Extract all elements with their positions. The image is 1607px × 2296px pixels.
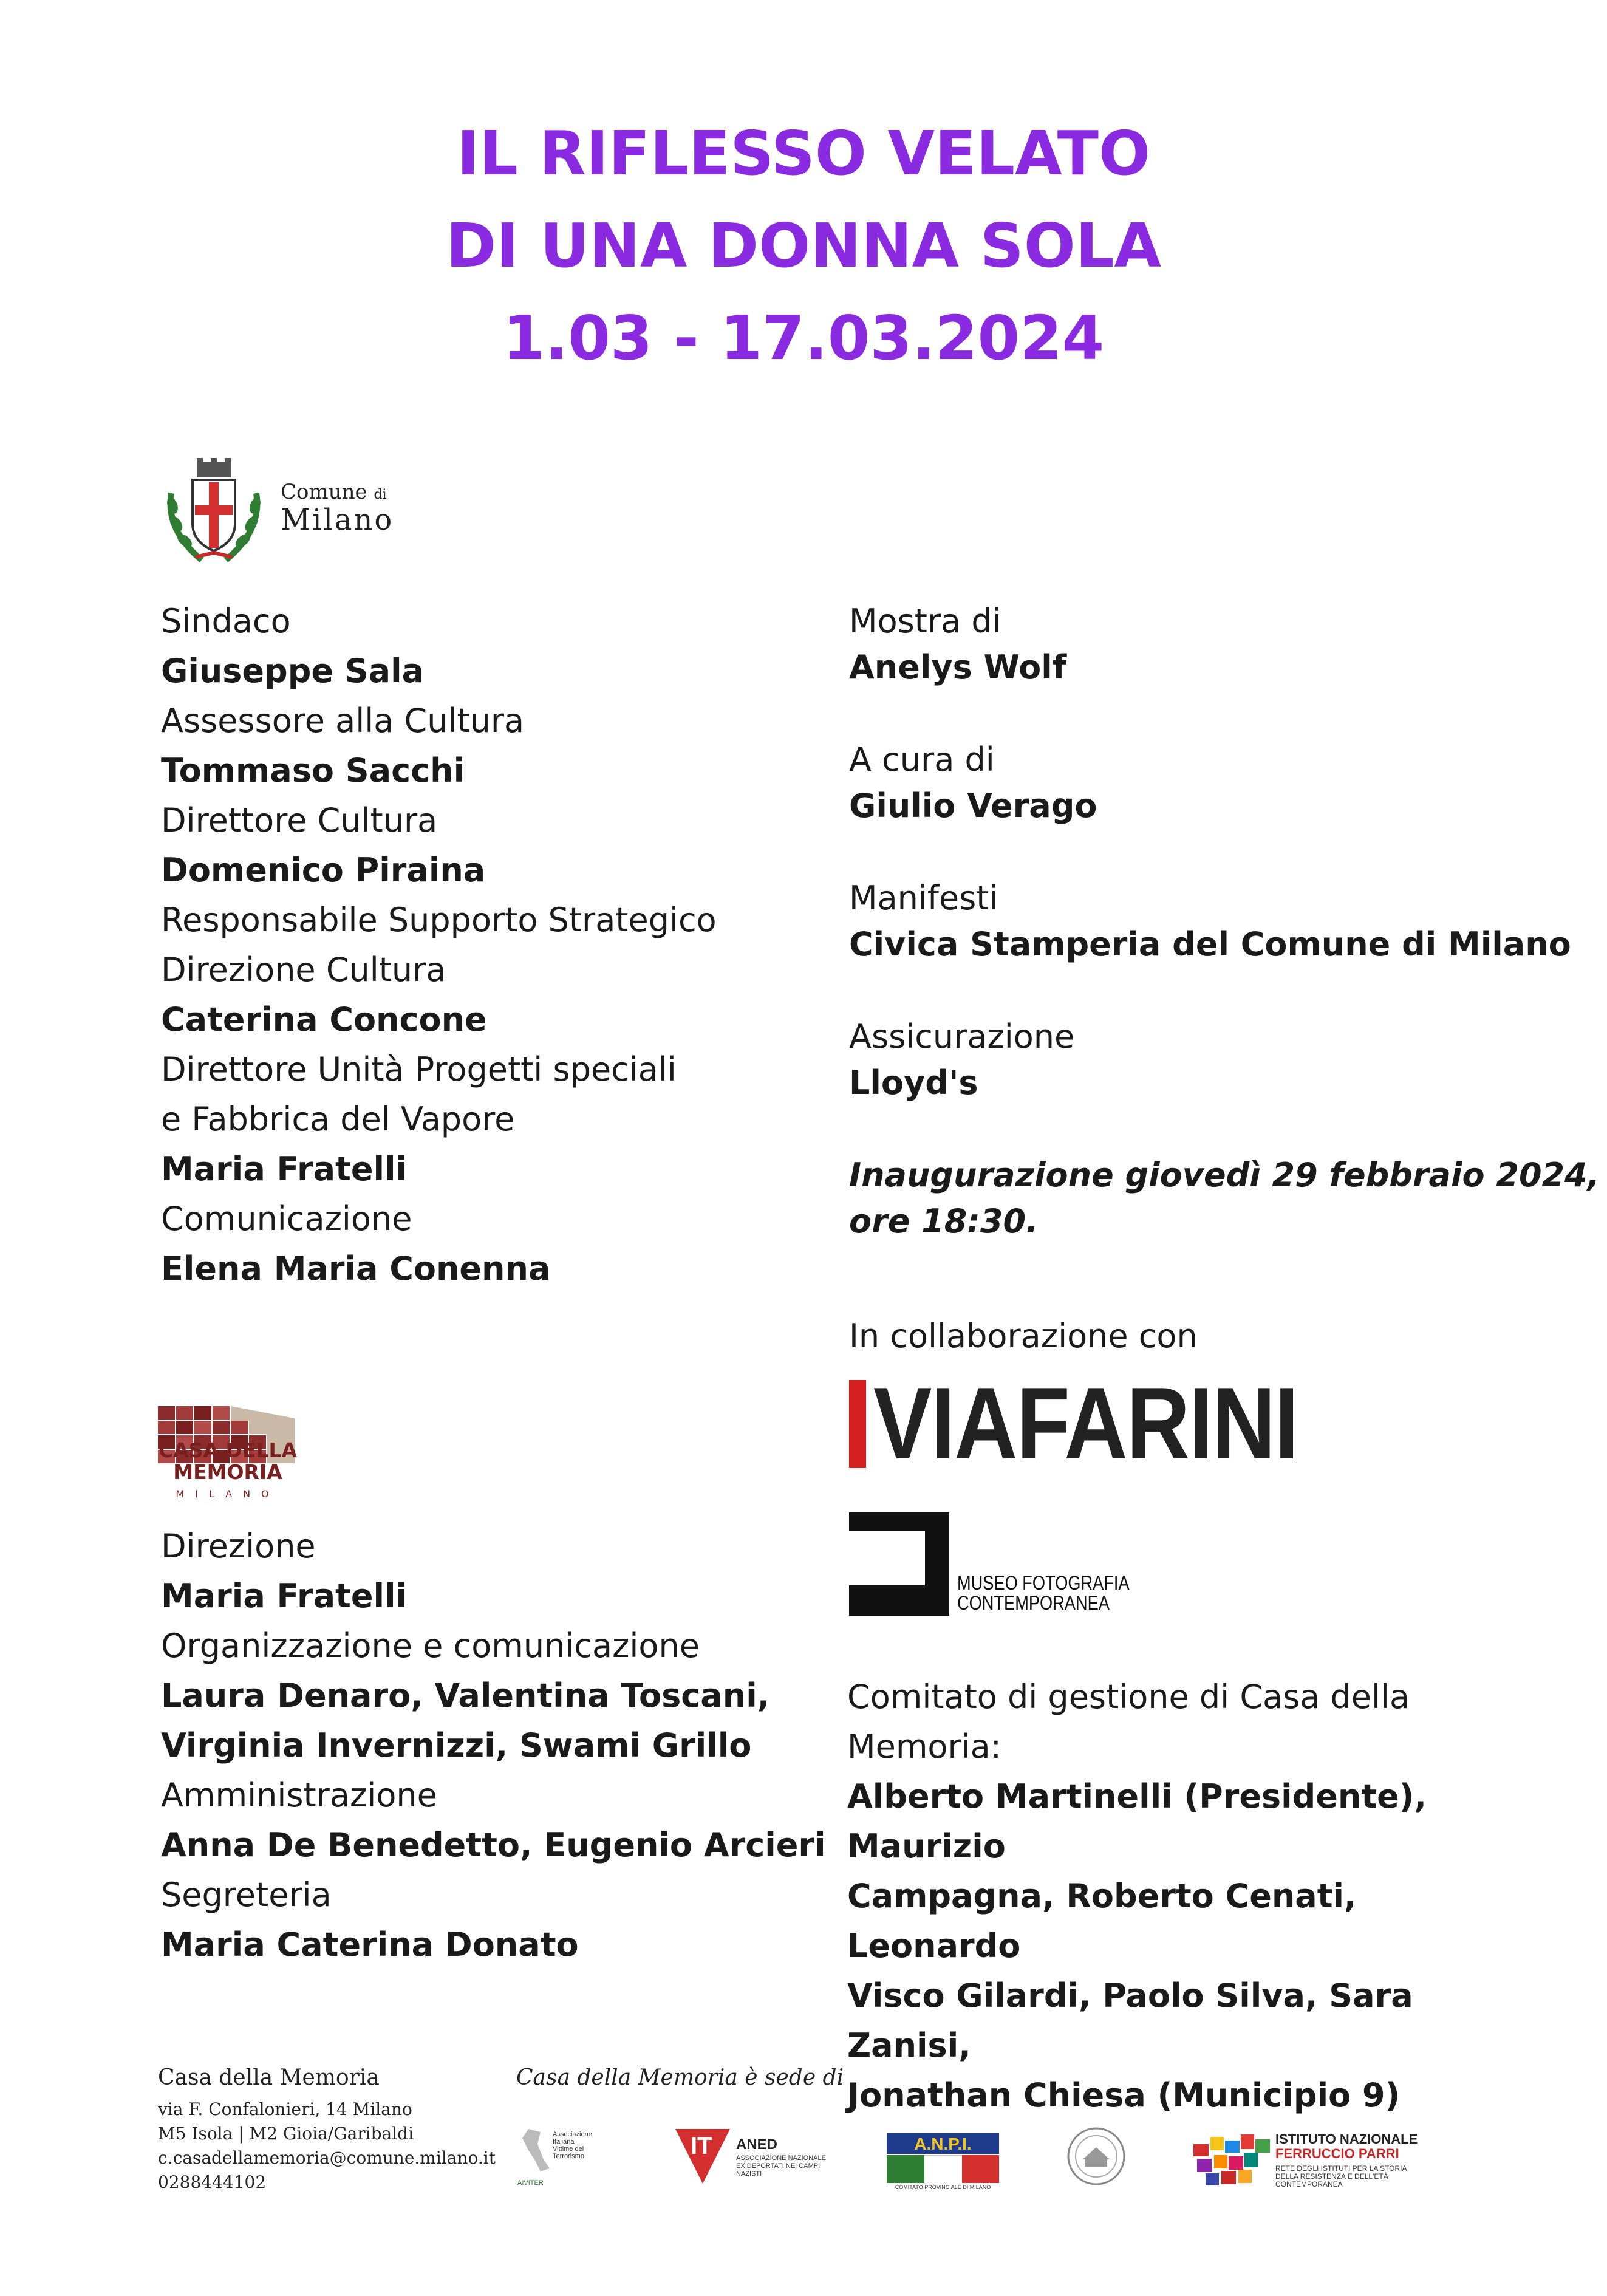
aivter-logo: Associazione Italiana Vittime del Terrorismo AIVITER bbox=[516, 2126, 607, 2193]
credit-line: Virginia Invernizzi, Swami Grillo bbox=[161, 1726, 752, 1765]
credit-line: e Fabbrica del Vapore bbox=[161, 1100, 515, 1138]
exhibition-credits bbox=[849, 598, 1600, 1245]
credit-line: Sindaco bbox=[161, 602, 291, 640]
parri-mosaic-icon bbox=[1193, 2132, 1272, 2190]
viafarini-bar-icon bbox=[849, 1380, 866, 1468]
comitato-label: Memoria: bbox=[847, 1727, 1001, 1766]
exhibition-title-line-1: IL RIFLESSO VELATO bbox=[457, 118, 1150, 189]
insurance-value: Lloyd's bbox=[849, 1064, 978, 1102]
footer-sede-label: Casa della Memoria è sede di bbox=[516, 2065, 844, 2090]
credit-line: Direttore Cultura bbox=[161, 801, 438, 839]
credit-line: Direzione Cultura bbox=[161, 951, 446, 989]
opening-line-2: ore 18:30. bbox=[849, 1202, 1039, 1240]
credit-line: Assessore alla Cultura bbox=[161, 702, 525, 740]
credit-line: Segreteria bbox=[161, 1876, 332, 1914]
posters-label: Manifesti bbox=[849, 879, 998, 917]
credit-line: Laura Denaro, Valentina Toscani, bbox=[161, 1676, 770, 1715]
comitato-section bbox=[847, 1672, 1485, 2120]
footer-phone: 0288444102 bbox=[158, 2172, 267, 2192]
credit-line: Direttore Unità Progetti speciali bbox=[161, 1050, 677, 1088]
casa-memoria-credits bbox=[161, 1522, 829, 1970]
credit-line: Organizzazione e comunicazione bbox=[161, 1627, 700, 1665]
credit-line: Responsabile Supporto Strategico bbox=[161, 901, 717, 939]
footer-email[interactable]: c.casadellamemoria@comune.milano.it bbox=[158, 2148, 496, 2168]
mufoco-logo-icon bbox=[849, 1512, 952, 1616]
aned-logo: IT ANED ASSOCIAZIONE NAZIONALE EX DEPORTATI NEI CAMPI NAZISTI bbox=[675, 2129, 827, 2190]
istituto-parri-logo: ISTITUTO NAZIONALE FERRUCCIO PARRI RETE DEGLI ISTITUTI PER LA STORIA DELLA RESISTENZA E DELL'ETÀ CONTEMPORANEA bbox=[1193, 2132, 1424, 2193]
credit-line: Elena Maria Conenna bbox=[161, 1249, 551, 1288]
viafarini-logo: VIAFARINI bbox=[873, 1366, 1298, 1480]
footer-metro: M5 Isola | M2 Gioia/Garibaldi bbox=[158, 2123, 414, 2144]
footer-address bbox=[158, 2065, 496, 2195]
credit-line: Anna De Benedetto, Eugenio Arcieri bbox=[161, 1826, 826, 1864]
comitato-names: Alberto Martinelli (Presidente), Maurizio Campagna, Roberto Cenati, Leonardo Visco Gilardi, Paolo Silva, Sara Zanisi, Jonathan Chiesa (Municipio 9) bbox=[847, 1777, 1427, 2114]
credit-line: Maria Fratelli bbox=[161, 1150, 408, 1188]
italy-map-icon bbox=[516, 2126, 553, 2187]
artist-name: Anelys Wolf bbox=[849, 648, 1067, 686]
footer-name: Casa della Memoria bbox=[158, 2065, 380, 2090]
opening-line-1: Inaugurazione giovedì 29 febbraio 2024, bbox=[849, 1156, 1600, 1194]
footer-street: via F. Confalonieri, 14 Milano bbox=[158, 2099, 412, 2119]
comitato-label: Comitato di gestione di Casa della bbox=[847, 1678, 1410, 1716]
credit-line: Domenico Piraina bbox=[161, 851, 486, 889]
seal-emblem-icon bbox=[1066, 2126, 1127, 2187]
credit-line: Caterina Concone bbox=[161, 1000, 487, 1039]
credit-line: Giuseppe Sala bbox=[161, 652, 425, 690]
credit-line: Tommaso Sacchi bbox=[161, 751, 465, 790]
curator-label: A cura di bbox=[849, 740, 995, 779]
casa-della-memoria-wordmark: CASA DELLA MEMORIA MILANO bbox=[158, 1438, 298, 1500]
collaboration-label: In collaborazione con bbox=[849, 1317, 1198, 1355]
mostra-label: Mostra di bbox=[849, 602, 1001, 640]
credit-line: Comunicazione bbox=[161, 1200, 412, 1238]
credit-line: Amministrazione bbox=[161, 1776, 437, 1814]
anpi-logo: A.N.P.I. COMITATO PROVINCIALE DI MILANO bbox=[887, 2133, 999, 2194]
posters-value: Civica Stamperia del Comune di Milano bbox=[849, 925, 1571, 963]
exhibition-title-line-2: DI UNA DONNA SOLA bbox=[446, 210, 1161, 281]
comune-credits bbox=[161, 596, 799, 1294]
mufoco-wordmark: MUSEO FOTOGRAFIA CONTEMPORANEA bbox=[957, 1572, 1130, 1614]
credit-line: Direzione bbox=[161, 1527, 316, 1565]
comune-milano-wordmark: Comune di Milano bbox=[281, 480, 394, 537]
curator-name: Giulio Verago bbox=[849, 787, 1097, 825]
credit-line: Maria Fratelli bbox=[161, 1577, 408, 1615]
insurance-label: Assicurazione bbox=[849, 1017, 1075, 1056]
exhibition-dates: 1.03 - 17.03.2024 bbox=[502, 302, 1105, 374]
credit-line: Maria Caterina Donato bbox=[161, 1925, 579, 1964]
